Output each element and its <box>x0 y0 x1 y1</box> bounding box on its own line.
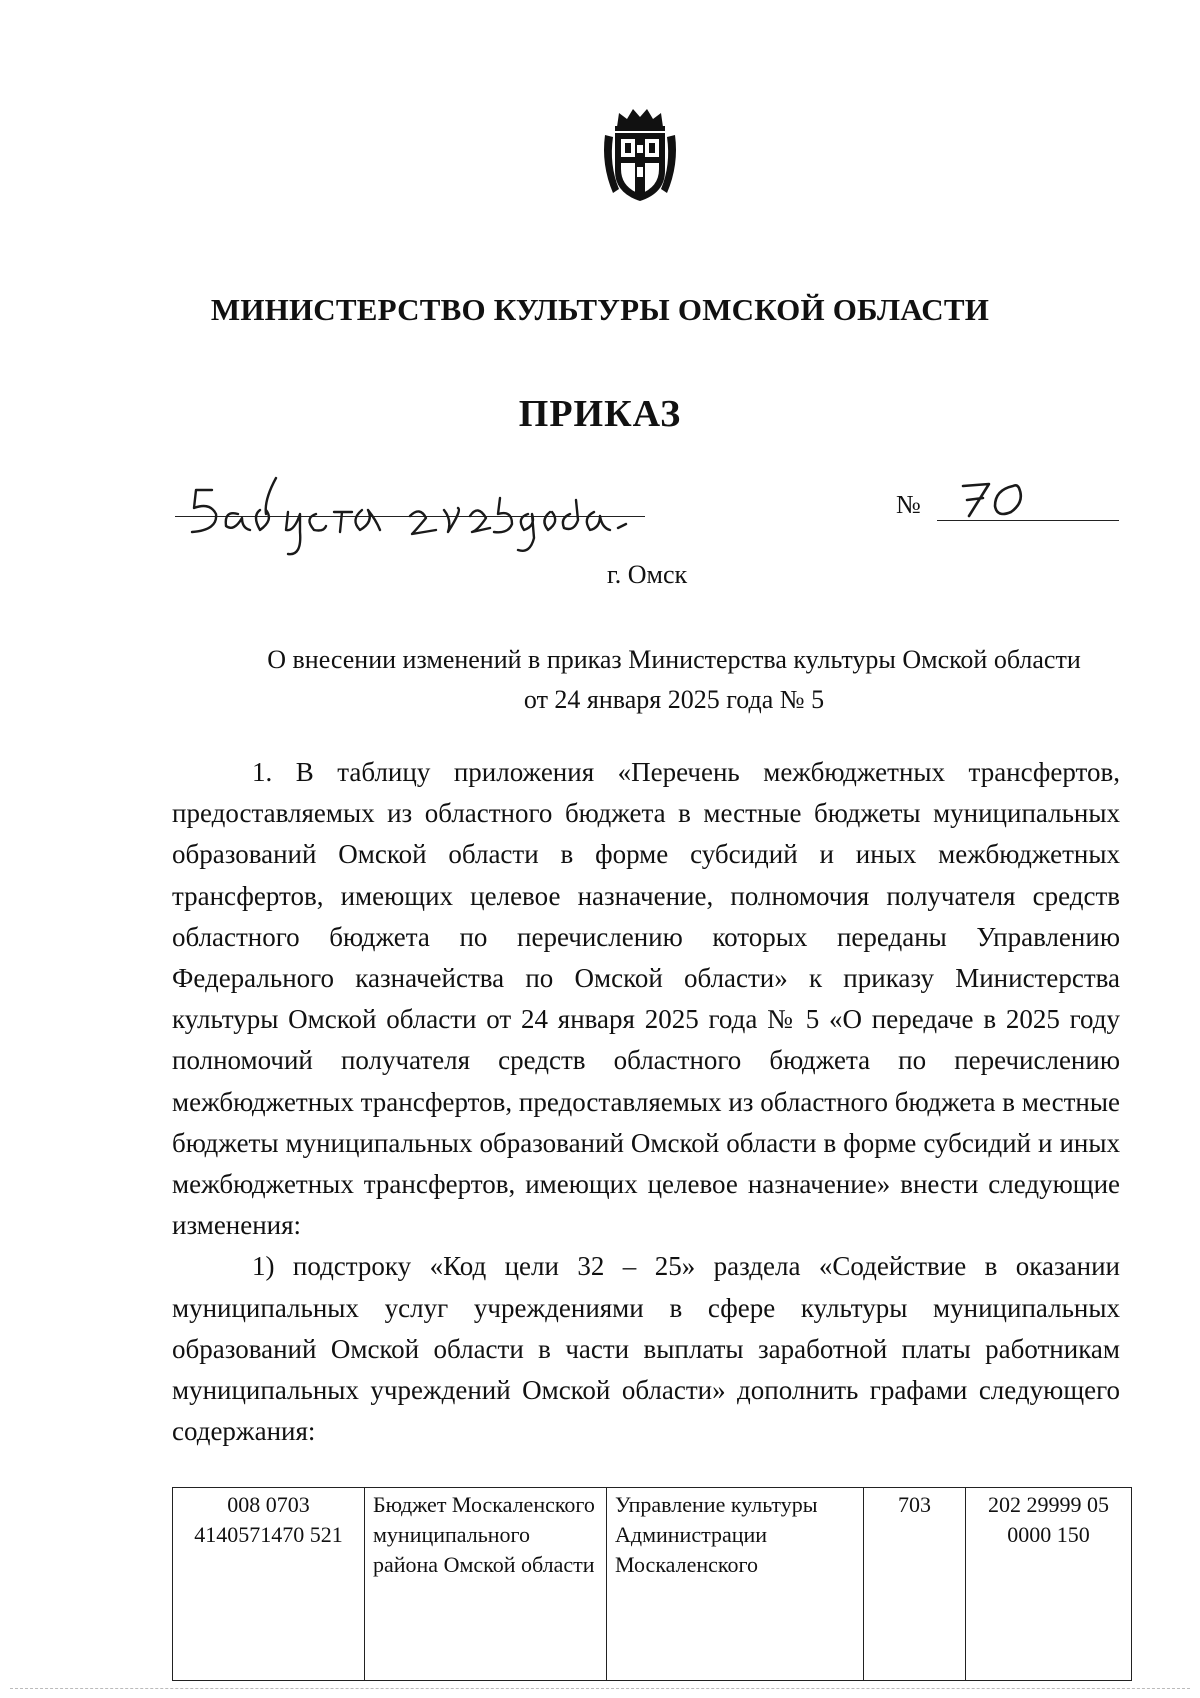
handwritten-order-number <box>955 478 1035 520</box>
document-type-title: ПРИКАЗ <box>518 393 682 435</box>
subject-line-2: от 24 января 2025 года № 5 <box>523 685 825 714</box>
cell-budget-classification-code: 008 0703 4140571470 521 <box>173 1488 365 1681</box>
subject-line-1: О внесении изменений в приказ Министерства культуры Омской области <box>267 645 1081 674</box>
handwritten-date <box>190 470 650 560</box>
scan-edge-line <box>10 1688 1190 1689</box>
cell-budget-name: Бюджет Москаленского муниципального района Омской области <box>365 1488 607 1681</box>
ministry-name: МИНИСТЕРСТВО КУЛЬТУРЫ ОМСКОЙ ОБЛАСТИ <box>210 292 990 327</box>
order-number-underline <box>937 520 1119 521</box>
table-row <box>173 1488 1132 1681</box>
coat-of-arms-icon <box>601 105 679 205</box>
cell-recipient: Управление культуры Администрации Москаленского <box>607 1488 864 1681</box>
cell-income-code: 202 29999 05 0000 150 <box>966 1488 1132 1681</box>
body-paragraph-1: 1. В таблицу приложения «Перечень межбюджетных трансфертов, предоставляемых из областного бюджета в местные бюджеты муниципальных образований Омской области в форме субсидий и иных межбюджетных трансфертов, имеющих целевое назначение, полномочия получателя средств областного бюджета по перечислению которых переданы Управлению Федерального казначейства по Омской области» к приказу Министерства культуры Омской области от 24 января 2025 года № 5 «О передаче в 2025 году полномочий получателя средств областного бюджета по перечислению межбюджетных трансфертов, предоставляемых из областного бюджета в местные бюджеты муниципальных образований Омской области в форме субсидий и иных межбюджетных трансфертов, имеющих целевое назначение» внести следующие изменения: <box>172 757 1120 1241</box>
amendment-table <box>172 1487 1132 1681</box>
order-body <box>172 752 1120 1452</box>
amendment-table-grid <box>172 1487 1132 1681</box>
city-label: г. Омск <box>607 560 688 589</box>
order-subject <box>224 640 1124 720</box>
body-paragraph-2: 1) подстроку «Код цели 32 – 25» раздела «Содействие в оказании муниципальных услуг учреждениями в сфере культуры муниципальных образований Омской области в части выплаты заработной платы работникам муниципальных учреждений Омской области» дополнить графами следующего содержания: <box>172 1251 1120 1447</box>
order-number-label: № <box>896 490 921 519</box>
cell-chapter-code: 703 <box>864 1488 966 1681</box>
